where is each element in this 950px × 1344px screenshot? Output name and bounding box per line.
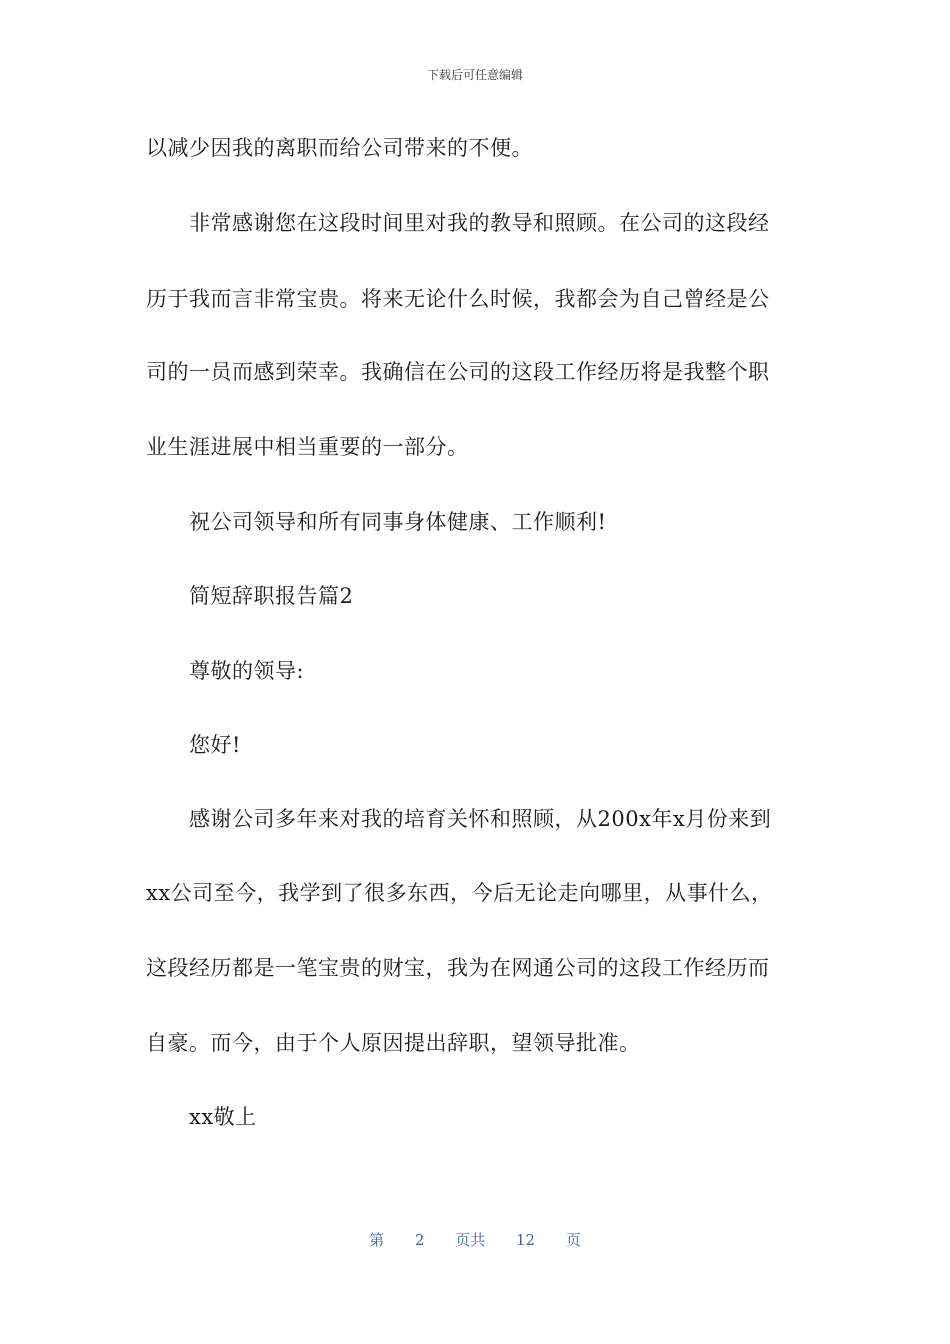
paragraph-line: 祝公司领导和所有同事身体健康、工作顺利!	[189, 510, 607, 534]
page-mid: 页共	[455, 1231, 486, 1249]
page-number-footer	[0, 1229, 950, 1250]
page-suffix: 页	[565, 1231, 581, 1249]
page-prefix: 第	[369, 1231, 385, 1249]
page-current: 2	[414, 1231, 425, 1249]
paragraph-line: xx公司至今，我学到了很多东西，今后无论走向哪里，从事什么，	[146, 881, 773, 905]
paragraph-line: 司的一员而感到荣幸。我确信在公司的这段工作经历将是我整个职	[146, 360, 770, 384]
paragraph-line: 业生涯进展中相当重要的一部分。	[146, 435, 469, 459]
page-total: 12	[516, 1231, 536, 1249]
page-header-note: 下载后可任意编辑	[426, 68, 523, 82]
paragraph-line: 感谢公司多年来对我的培育关怀和照顾，从200x年x月份来到	[189, 807, 772, 831]
paragraph-line: 历于我而言非常宝贵。将来无论什么时候，我都会为自己曾经是公	[146, 287, 770, 311]
salutation: 尊敬的领导:	[189, 659, 305, 683]
signature-line: xx敬上	[189, 1105, 257, 1129]
paragraph-line: 非常感谢您在这段时间里对我的教导和照顾。在公司的这段经	[189, 211, 770, 235]
paragraph-line: 以减少因我的离职而给公司带来的不便。	[146, 136, 533, 160]
greeting: 您好!	[189, 733, 241, 757]
section-heading: 简短辞职报告篇2	[189, 584, 354, 608]
paragraph-line: 这段经历都是一笔宝贵的财宝，我为在网通公司的这段工作经历而	[146, 956, 770, 980]
paragraph-line: 自豪。而今，由于个人原因提出辞职，望领导批准。	[146, 1031, 641, 1055]
